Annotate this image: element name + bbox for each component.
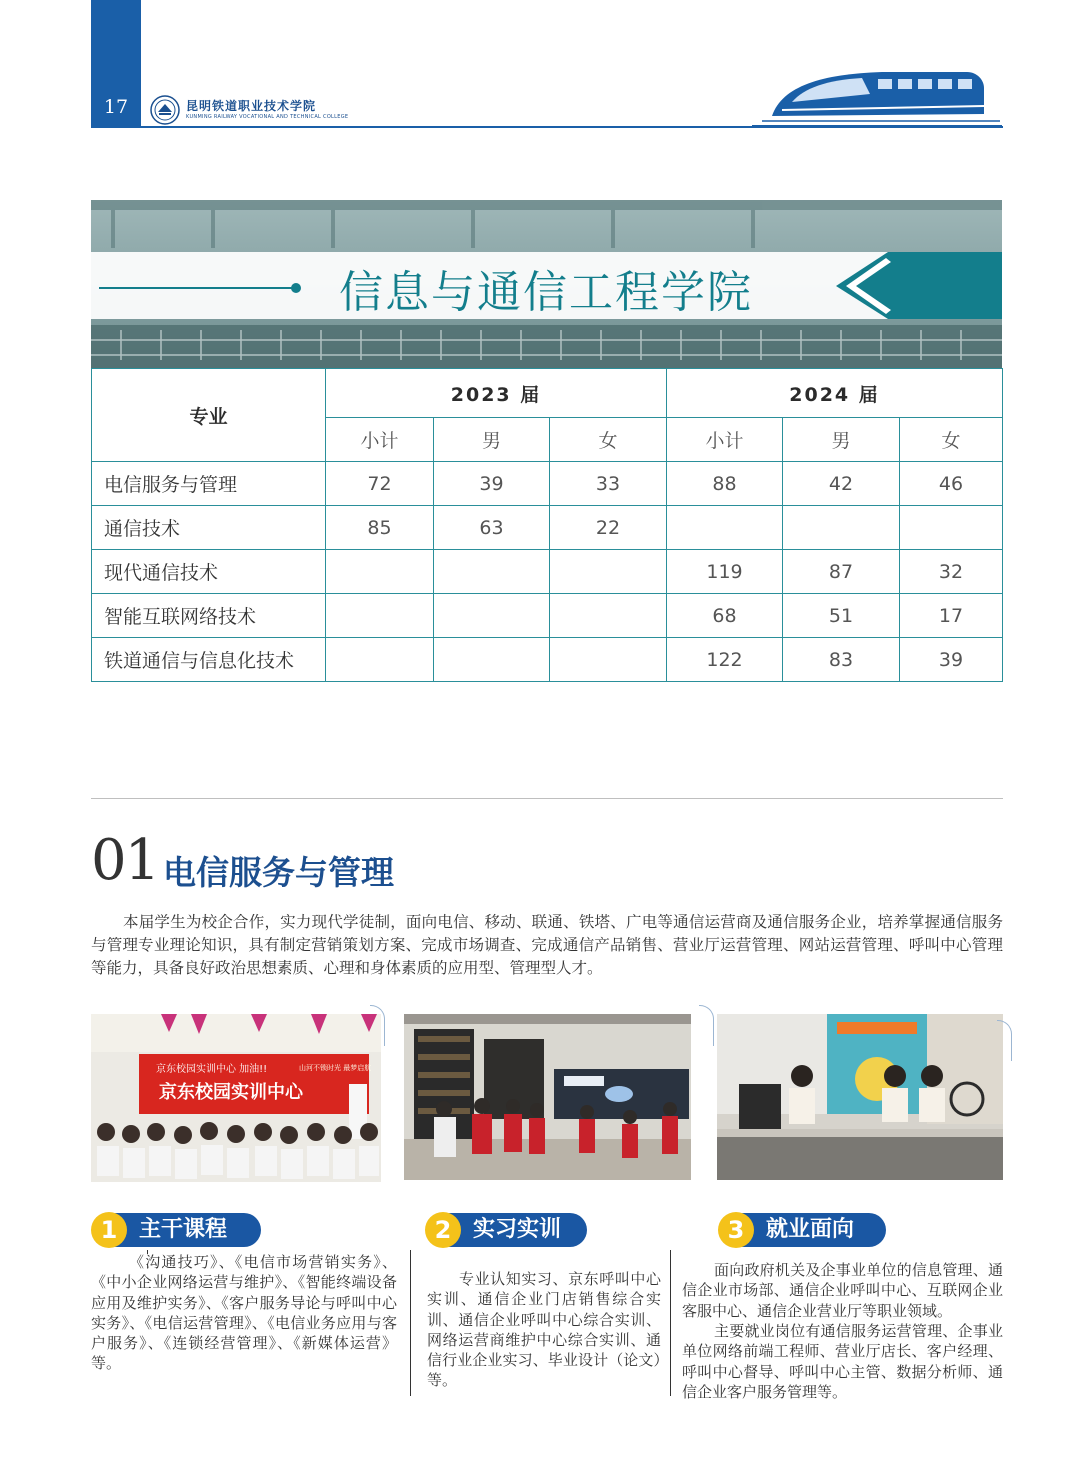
table-cell: 83 [783, 638, 900, 682]
pill-number: 2 [425, 1212, 461, 1248]
photo-store-practice [404, 1014, 691, 1180]
table-cell: 85 [326, 506, 434, 550]
major-name: 智能互联网络技术 [92, 594, 326, 638]
school-logo-icon [150, 95, 180, 125]
pill-main-courses [93, 1213, 261, 1247]
divider-line [670, 1250, 671, 1396]
sub-header: 男 [434, 418, 550, 462]
table-cell: 63 [434, 506, 550, 550]
sub-header: 男 [783, 418, 900, 462]
table-cell [326, 638, 434, 682]
school-name: 昆明铁道职业技术学院 [186, 99, 317, 113]
employment-text-2: 主要就业岗位有通信服务运营管理、企事业单位网络前端工程师、营业厅店长、客户经理、呼叫中心督导、呼叫中心主管、数据分析师、通信企业客户服务管理等。 [682, 1322, 1003, 1401]
table-row [92, 462, 1003, 506]
section-title: 电信服务与管理 [163, 853, 394, 892]
sub-header: 小计 [667, 418, 783, 462]
table-cell: 122 [667, 638, 783, 682]
table-cell [326, 550, 434, 594]
sub-header: 女 [550, 418, 667, 462]
photo-frame-corner [370, 1005, 385, 1046]
table-cell: 39 [434, 462, 550, 506]
section-intro: 本届学生为校企合作，实力现代学徒制，面向电信、移动、联通、铁塔、广电等通信运营商及通信服务企业，培养掌握通信服务与管理专业理论知识，具有制定营销策划方案、完成市场调查、完成通信产品销售、营业厅运营管理、网站运营管理、呼叫中心管理等能力，具备良好政治思想素质、心理和身体素质的应用型、管理型人才。 [91, 913, 1003, 977]
major-name: 通信技术 [92, 506, 326, 550]
section-divider [91, 798, 1003, 799]
table-cell [550, 638, 667, 682]
table-cell [434, 550, 550, 594]
photo-side-text: 山河不锁时光 最梦启航 [299, 1064, 372, 1072]
table-cell [550, 550, 667, 594]
table-cell [900, 506, 1003, 550]
table-cell [783, 506, 900, 550]
table-cell [667, 506, 783, 550]
practice-training-text: 专业认知实习、京东呼叫中心实训、通信企业门店销售综合实训、通信企业呼叫中心综合实训、网络运营商维护中心综合实训、通信行业企业实习、毕业设计（论文）等。 [427, 1270, 661, 1390]
college-title: 信息与通信工程学院 [339, 267, 753, 318]
table-cell: 22 [550, 506, 667, 550]
sub-header: 女 [900, 418, 1003, 462]
table-cell: 51 [783, 594, 900, 638]
table-cell: 68 [667, 594, 783, 638]
pill-number: 1 [91, 1212, 127, 1248]
table-row [92, 550, 1003, 594]
pill-label: 就业面向 [766, 1217, 855, 1242]
table-cell: 39 [900, 638, 1003, 682]
train-icon [752, 66, 1002, 128]
photo-live-stream [717, 1014, 1003, 1180]
pill-employment [720, 1213, 886, 1247]
photo-frame-corner [699, 1005, 714, 1046]
table-row [92, 594, 1003, 638]
pill-number: 3 [718, 1212, 754, 1248]
photo-banner-sub-text: 京东校园实训中心 加油!! [156, 1064, 268, 1075]
photo-banner-text: 京东校园实训中心 [159, 1082, 303, 1103]
table-cell: 17 [900, 594, 1003, 638]
table-row [92, 638, 1003, 682]
table-cell: 32 [900, 550, 1003, 594]
major-name: 现代通信技术 [92, 550, 326, 594]
major-header: 专业 [92, 369, 326, 462]
photo-frame-corner [997, 1020, 1012, 1061]
table-cell [326, 594, 434, 638]
pill-practice-training [427, 1213, 587, 1247]
section-number: 01 [91, 828, 159, 893]
year-header-2023: 2023 届 [326, 369, 667, 418]
school-name-en: KUNMING RAILWAY VOCATIONAL AND TECHNICAL COLLEGE [186, 114, 349, 120]
enrollment-table [91, 368, 1003, 682]
page-number: 17 [103, 96, 129, 118]
table-cell [550, 594, 667, 638]
employment-text: 面向政府机关及企事业单位的信息管理、通信企业市场部、通信企业呼叫中心、互联网企业客服中心、通信企业营业厅等职业领域。 [682, 1261, 1003, 1320]
table-cell [434, 638, 550, 682]
table-cell: 119 [667, 550, 783, 594]
pill-label: 主干课程 [139, 1217, 228, 1242]
photo-jd-training-center [91, 1014, 381, 1182]
sub-header: 小计 [326, 418, 434, 462]
table-cell: 72 [326, 462, 434, 506]
year-header-2024: 2024 届 [667, 369, 1003, 418]
table-cell: 46 [900, 462, 1003, 506]
table-row [92, 506, 1003, 550]
main-courses-text: 《沟通技巧》、《电信市场营销实务》、《中小企业网络运营与维护》、《智能终端设备应用及维护实务》、《客户服务导论与呼叫中心实务》、《电信运营管理》、《电信业务应用与客户服务》、《连锁经营管理》、《新媒体运营》等。 [91, 1253, 397, 1373]
table-cell: 33 [550, 462, 667, 506]
table-cell: 42 [783, 462, 900, 506]
pill-label: 实习实训 [473, 1217, 562, 1242]
divider-line [410, 1250, 411, 1396]
major-name: 铁道通信与信息化技术 [92, 638, 326, 682]
major-name: 电信服务与管理 [92, 462, 326, 506]
table-cell: 87 [783, 550, 900, 594]
table-cell: 88 [667, 462, 783, 506]
table-cell [434, 594, 550, 638]
